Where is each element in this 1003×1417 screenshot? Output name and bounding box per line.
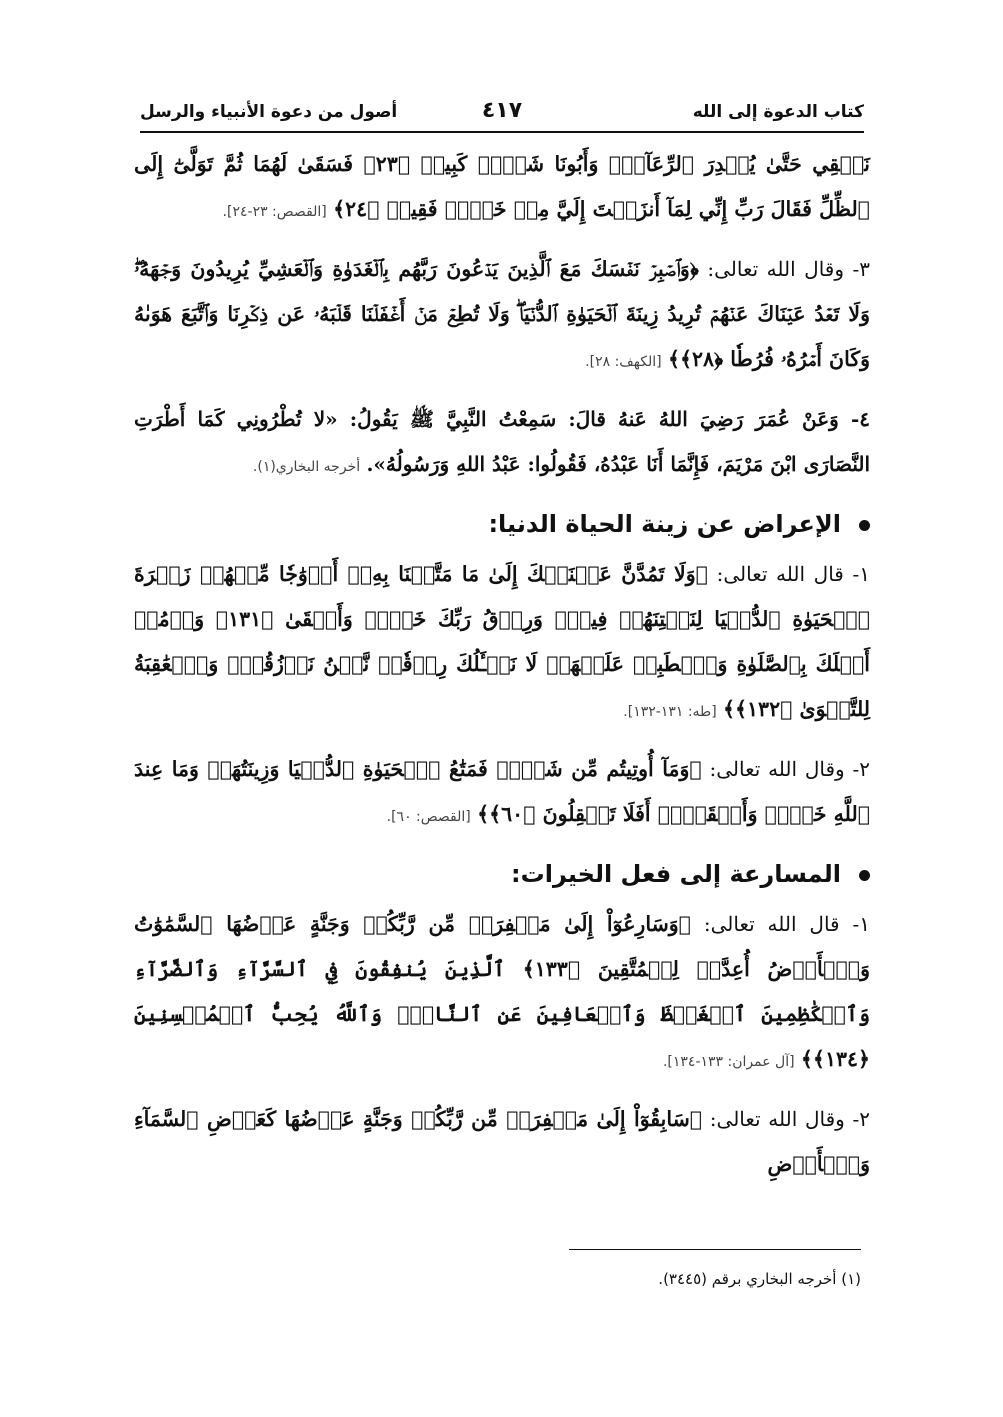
footnote-divider [569,1249,861,1250]
verse-paragraph-4 [134,747,870,840]
bullet-icon [859,870,870,881]
item-intro: ٢- وقال الله تعالى: [709,1107,871,1131]
verse-paragraph-3 [134,552,870,735]
quran-text: ﴿سَابِقُوٓاْ إِلَىٰ مَغۡفِرَةٖ مِّن رَّبِّكُمۡ وَجَنَّةٍ عَرۡضُهَا كَعَرۡضِ ٱلسَّمَآءِ وَٱلۡأَرۡضِ [134,1107,870,1176]
hadith-paragraph [134,397,870,490]
verse-reference: [القصص: ٢٣-٢٤]. [222,204,327,220]
quran-text: ﴿وَسَارِعُوٓاْ إِلَىٰ مَغۡفِرَةٖ مِّن رَّبِّكُمۡ وَجَنَّةٍ عَرۡضُهَا ٱلسَّمَٰوَٰتُ وَٱلۡأَرۡضُ أُعِدَّتۡ لِلۡمُتَّقِينَ ﴿١٣٣﴾ ٱلَّذِينَ يُنفِقُونَ فِي ٱلسَّرَّآءِ وَٱلضَّرَّآءِ وَٱلۡكَٰظِمِينَ ٱلۡغَيۡظَ وَٱلۡعَافِينَ عَنِ ٱلنَّاسِۗ وَٱللَّهُ يُحِبُّ ٱلۡمُحۡسِنِينَ ﴿١٣٤﴾﴾ [134,912,870,1071]
section-heading-2 [134,854,870,894]
section-title: أصول من دعوة الأنبياء والرسل [140,102,398,122]
item-intro: ٣- وقال الله تعالى: [707,257,871,281]
hadith-source: أخرجه البخاري(١). [252,459,361,475]
item-intro: ٢- وقال الله تعالى: [709,757,870,781]
page-body [134,142,870,1187]
page-number: ٤١٧ [481,98,523,123]
bullet-icon [859,520,870,531]
verse-paragraph-5 [134,902,870,1085]
heading-text: المسارعة إلى فعل الخيرات: [511,860,841,888]
section-heading-1 [134,504,870,544]
quran-text: ﴿وَٱصۡبِرۡ نَفۡسَكَ مَعَ ٱلَّذِينَ يَدۡعُونَ رَبَّهُم بِٱلۡغَدَوٰةِ وَٱلۡعَشِيِّ يُرِيدُونَ وَجۡهَهُۥۖ وَلَا تَعۡدُ عَيۡنَاكَ عَنۡهُمۡ تُرِيدُ زِينَةَ ٱلۡحَيَوٰةِ ٱلدُّنۡيَاۖ وَلَا تُطِعۡ مَنۡ أَغۡفَلۡنَا قَلۡبَهُۥ عَن ذِكۡرِنَا وَٱتَّبَعَ هَوَىٰهُ وَكَانَ أَمۡرُهُۥ فُرُطٗا ﴿٢٨﴾﴾ [134,257,870,371]
verse-paragraph-2 [134,247,870,385]
hadith-text: ٤- وَعَنْ عُمَرَ رَضِيَ اللهُ عَنهُ قالَ: سَمِعْتُ النَّبِيَّ ﷺ يَقُولُ: «لا تُطْرُونِي كَمَا أَطْرَتِ النَّصَارَى ابْنَ مَرْيَمَ، فَإِنَّمَا أَنَا عَبْدُهُ، فَقُولُوا: عَبْدُ اللهِ وَرَسُولُهُ». [134,407,870,476]
verse-reference: [آل عمران: ١٣٣-١٣٤]. [662,1054,795,1070]
heading-text: الإعراض عن زينة الحياة الدنيا: [488,510,841,538]
header-divider [140,131,864,133]
item-intro: ١- قال الله تعالى: [703,912,871,936]
running-header [140,98,864,128]
verse-paragraph-6 [134,1097,870,1187]
book-title: كتاب الدعوة إلى الله [692,102,864,122]
verse-reference: [القصص: ٦٠]. [386,809,471,825]
verse-reference: [طه: ١٣١-١٣٢]. [623,704,717,720]
quran-text: ﴿وَلَا تَمُدَّنَّ عَيۡنَيۡكَ إِلَىٰ مَا مَتَّعۡنَا بِهِۦٓ أَزۡوَٰجٗا مِّنۡهُمۡ زَهۡرَةَ ٱلۡحَيَوٰةِ ٱلدُّنۡيَا لِنَفۡتِنَهُمۡ فِيهِۚ وَرِزۡقُ رَبِّكَ خَيۡرٞ وَأَبۡقَىٰ ﴿١٣١﴾ وَأۡمُرۡ أَهۡلَكَ بِٱلصَّلَوٰةِ وَٱصۡطَبِرۡ عَلَيۡهَاۖ لَا نَسۡـَٔلُكَ رِزۡقٗاۖ نَّحۡنُ نَرۡزُقُكَۗ وَٱلۡعَٰقِبَةُ لِلتَّقۡوَىٰ ﴿١٣٢﴾﴾ [134,562,870,721]
quran-text: نَسۡقِي حَتَّىٰ يُصۡدِرَ ٱلرِّعَآءُۖ وَأَبُونَا شَيۡخٞ كَبِيرٞ ﴿٢٣﴾ فَسَقَىٰ لَهُمَا ثُمَّ تَوَلَّىٰٓ إِلَى ٱلظِّلِّ فَقَالَ رَبِّ إِنِّي لِمَآ أَنزَلۡتَ إِلَيَّ مِنۡ خَيۡرٖ فَقِيرٞ ﴿٢٤﴾ [134,152,870,221]
item-intro: ١- قال الله تعالى: [716,562,870,586]
verse-paragraph-1 [134,142,870,235]
verse-reference: [الكهف: ٢٨]. [585,354,662,370]
quran-text: ﴿وَمَآ أُوتِيتُم مِّن شَيۡءٖ فَمَتَٰعُ ٱلۡحَيَوٰةِ ٱلدُّنۡيَا وَزِينَتُهَاۚ وَمَا عِندَ ٱللَّهِ خَيۡرٞ وَأَبۡقَىٰٓۚ أَفَلَا تَعۡقِلُونَ ﴿٦٠﴾﴾ [134,757,870,826]
footnote: (١) أخرجه البخاري برقم (٣٤٤٥). [658,1270,861,1288]
